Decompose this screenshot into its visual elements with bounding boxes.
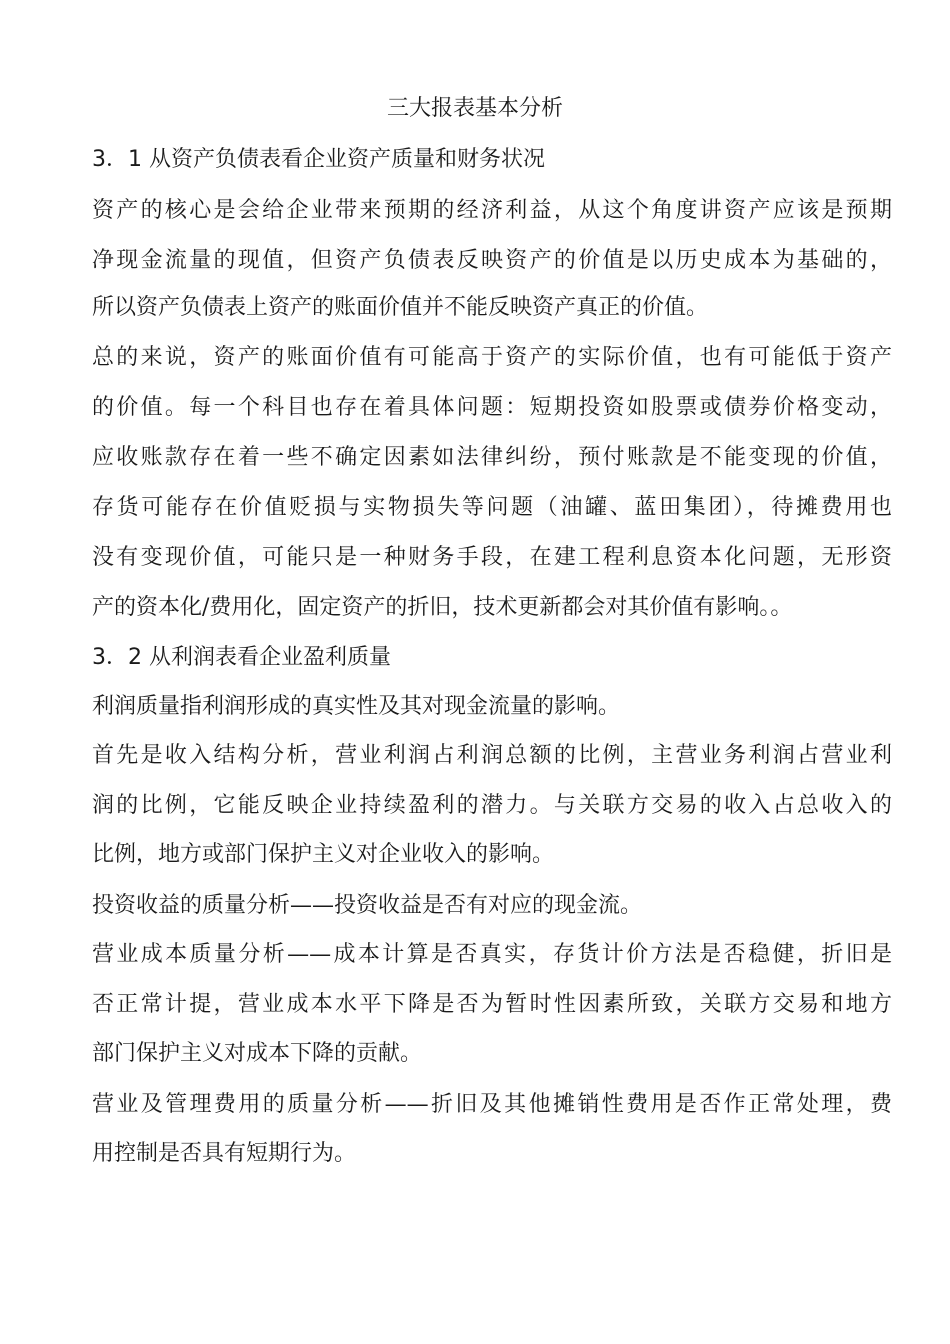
paragraph-line: 的价值。每一个科目也存在着具体问题：短期投资如股票或债券价格变动， [92, 395, 892, 420]
paragraph-line: 利润质量指利润形成的真实性及其对现金流量的影响。 [92, 694, 621, 719]
paragraph-line: 总的来说，资产的账面价值有可能高于资产的实际价值，也有可能低于资产 [92, 345, 892, 370]
paragraph-line: 营业成本质量分析——成本计算是否真实，存货计价方法是否稳健，折旧是 [92, 942, 892, 967]
paragraph-line: 部门保护主义对成本下降的贡献。 [92, 1041, 423, 1066]
paragraph-line: 营业及管理费用的质量分析——折旧及其他摊销性费用是否作正常处理，费 [92, 1092, 892, 1117]
paragraph-line: 存货可能存在价值贬损与实物损失等问题（油罐、蓝田集团），待摊费用也 [92, 495, 892, 520]
paragraph-line: 首先是收入结构分析，营业利润占利润总额的比例，主营业务利润占营业利 [92, 743, 892, 768]
section-heading-1: 3．1 从资产负债表看企业资产质量和财务状况 [92, 147, 545, 172]
paragraph-line: 没有变现价值，可能只是一种财务手段，在建工程利息资本化问题，无形资 [92, 545, 892, 570]
paragraph-line: 所以资产负债表上资产的账面价值并不能反映资产真正的价值。 [92, 295, 709, 320]
paragraph-line: 投资收益的质量分析——投资收益是否有对应的现金流。 [92, 893, 643, 918]
paragraph-line: 比例，地方或部门保护主义对企业收入的影响。 [92, 842, 555, 867]
paragraph-line: 资产的核心是会给企业带来预期的经济利益，从这个角度讲资产应该是预期 [92, 198, 892, 223]
paragraph-line: 否正常计提，营业成本水平下降是否为暂时性因素所致，关联方交易和地方 [92, 992, 892, 1017]
paragraph-line: 应收账款存在着一些不确定因素如法律纠纷，预付账款是不能变现的价值， [92, 445, 892, 470]
document-title: 三大报表基本分析 [386, 96, 563, 121]
paragraph-line: 产的资本化/费用化，固定资产的折旧，技术更新都会对其价值有影响。。 [92, 595, 793, 620]
paragraph-line: 净现金流量的现值，但资产负债表反映资产的价值是以历史成本为基础的， [92, 248, 892, 273]
paragraph-line: 用控制是否具有短期行为。 [92, 1141, 357, 1166]
section-heading-2: 3．2 从利润表看企业盈利质量 [92, 645, 391, 670]
paragraph-line: 润的比例，它能反映企业持续盈利的潜力。与关联方交易的收入占总收入的 [92, 793, 892, 818]
